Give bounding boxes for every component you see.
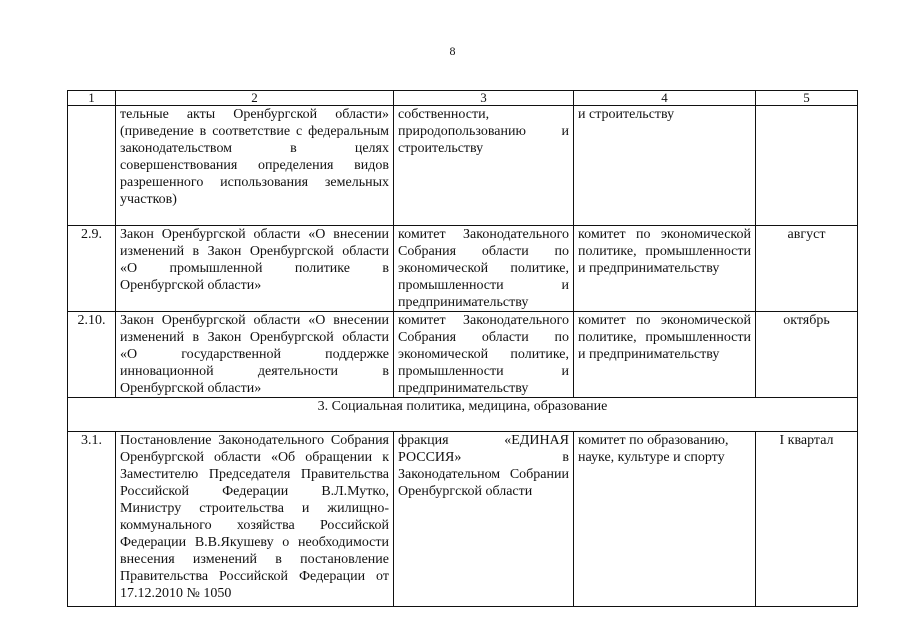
row-initiator: фракция «ЕДИНАЯ РОССИЯ» в Законодательном Собрании Оренбургской области	[394, 432, 574, 607]
row-initiator: комитет Законодательного Собрания области по экономической политике, промышленности и предпринимательству	[394, 226, 574, 312]
table-row	[68, 226, 858, 312]
table-row	[68, 106, 858, 226]
row-title: тельные акты Оренбургской области» (приведение в соответствие с федеральным законодательством в целях совершенствования определения видов разрешенного использования земельных участков)	[116, 106, 394, 226]
table-row	[68, 432, 858, 607]
column-header-5: 5	[756, 91, 858, 106]
row-committee: и строительству	[574, 106, 756, 226]
row-term: август	[756, 226, 858, 312]
table-row	[68, 312, 858, 398]
row-number: 2.10.	[68, 312, 116, 398]
row-term: I квартал	[756, 432, 858, 607]
page-number: 8	[449, 44, 456, 58]
plan-table	[67, 90, 858, 607]
row-initiator: собственности, природопользованию и строительству	[394, 106, 574, 226]
row-committee: комитет по образованию, науке, культуре и спорту	[574, 432, 756, 607]
row-number: 2.9.	[68, 226, 116, 312]
column-header-3: 3	[394, 91, 574, 106]
row-title: Закон Оренбургской области «О внесении изменений в Закон Оренбургской области «О государственной поддержке инновационной деятельности в Оренбургской области»	[116, 312, 394, 398]
row-initiator: комитет Законодательного Собрания области по экономической политике, промышленности и предпринимательству	[394, 312, 574, 398]
row-title: Постановление Законодательного Собрания Оренбургской области «Об обращении к Заместителю Председателя Правительства Российской Федерации В.Л.Мутко, Министру строительства и жилищно-коммунального хозяйства Российской Федерации В.В.Якушеву о необходимости внесения изменений в постановление Правительства Российской Федерации от 17.12.2010 № 1050	[116, 432, 394, 607]
section-row	[68, 398, 858, 432]
row-term	[756, 106, 858, 226]
column-numbers-row	[68, 91, 858, 106]
column-header-4: 4	[574, 91, 756, 106]
row-title: Закон Оренбургской области «О внесении изменений в Закон Оренбургской области «О промышленной политике в Оренбургской области»	[116, 226, 394, 312]
column-header-2: 2	[116, 91, 394, 106]
row-term: октябрь	[756, 312, 858, 398]
row-number	[68, 106, 116, 226]
column-header-1: 1	[68, 91, 116, 106]
section-title: 3. Социальная политика, медицина, образование	[68, 398, 858, 432]
row-committee: комитет по экономической политике, промышленности и предпринимательству	[574, 312, 756, 398]
row-committee: комитет по экономической политике, промышленности и предпринимательству	[574, 226, 756, 312]
row-number: 3.1.	[68, 432, 116, 607]
